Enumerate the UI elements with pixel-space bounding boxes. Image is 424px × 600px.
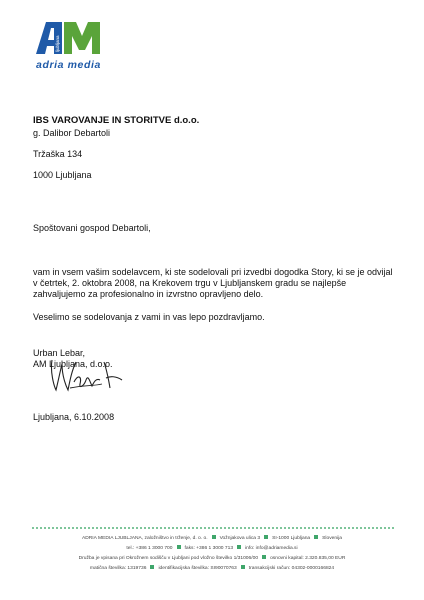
salutation: Spoštovani gospod Debartoli, <box>33 223 151 233</box>
handwritten-signature <box>44 352 134 398</box>
footer-divider <box>32 527 394 529</box>
adria-media-logo <box>32 14 102 76</box>
company-footer <box>0 534 424 574</box>
letter-body <box>33 267 393 335</box>
paragraph: Veselimo se sodelovanja z vami in vas lepo pozdravljamo. <box>33 312 265 322</box>
recipient-address <box>33 114 199 182</box>
paragraph: vam in vsem vašim sodelavcem, ki ste sodelovali pri izvedbi dogodka Story, ki se je odvijal v četrtek, 2. oktobra 2008, na Krekovem trgu v Ljubljanskem gradu se najlepše zahvaljujemo za profesionalno in izvrstno opravljeno delo. <box>33 267 393 299</box>
logo-subtext: ljubljana <box>55 35 60 52</box>
signer-name: Urban Lebar, <box>33 348 86 358</box>
footer-line-1: ADRIA MEDIA LJUBLJANA, založništvo in trženje, d. o. o. Vožnjakova ulica 3 SI-1000 Ljubljana Slovenija <box>81 536 343 541</box>
footer-line-3: Družba je vpisana pri Okrožnem sodišču v Ljubljani pod vložno številko 1/31006/00 osnovni kapital: 2.320.835,00 EUR <box>78 556 346 561</box>
place-date: Ljubljana, 6.10.2008 <box>33 412 115 422</box>
footer-line-2: tel.: +386 1 3000 700 faks: +386 1 3000 713 info: info@adriamedia.si <box>126 546 298 551</box>
footer-line-4: matična številka: 1319736 identifikacijska številka: SI90070763 transakcijski račun: 04302-0000166824 <box>89 566 335 571</box>
logo-name: adria media <box>36 59 101 71</box>
recipient-city: 1000 Ljubljana <box>33 170 92 180</box>
recipient-company: IBS VAROVANJE IN STORITVE d.o.o. <box>33 115 200 126</box>
recipient-person: g. Dalibor Debartoli <box>33 128 111 138</box>
recipient-street: Tržaška 134 <box>33 149 83 159</box>
signer-company: AM Ljubljana, d.o.o. <box>33 359 113 369</box>
